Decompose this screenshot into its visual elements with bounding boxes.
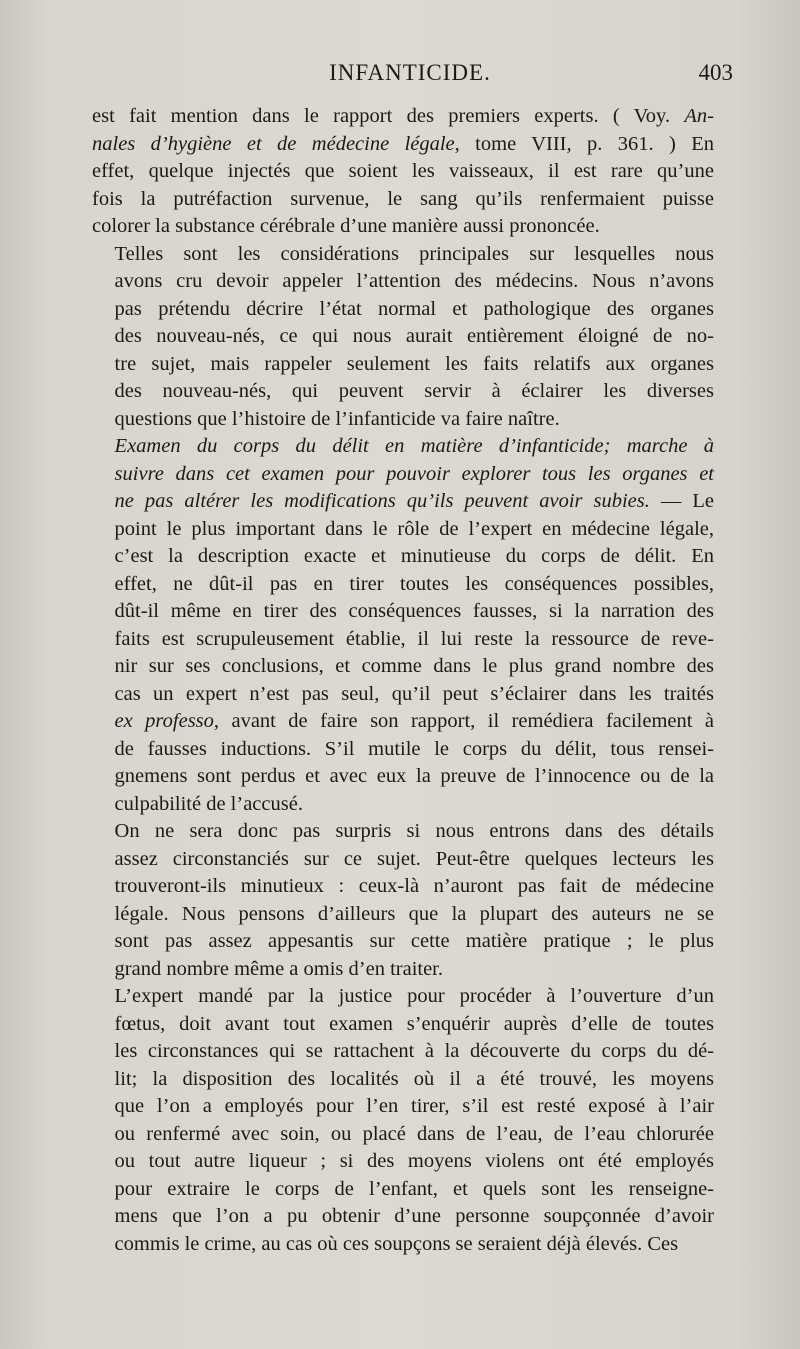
text-run: fœtus, doit avant tout examen s’enquérir auprès d’elle de toutes <box>114 1012 714 1035</box>
text-line <box>92 103 714 131</box>
text-line <box>92 1121 714 1149</box>
text-line <box>92 571 714 599</box>
text-run: point le plus important dans le rôle de l’expert en médecine légale, <box>114 517 714 540</box>
text-run: commis le crime, au cas où ces soupçons se seraient déjà élevés. Ces <box>114 1232 679 1255</box>
text-run: dût-il même en tirer des conséquences fausses, si la narration des <box>114 600 714 622</box>
paragraph <box>92 433 714 818</box>
italic-text: Examen du corps du délit en matière d’infanticide; marche à <box>114 435 714 457</box>
text-run: faits est scrupuleusement établie, il lui reste la ressource de reve- <box>114 627 714 650</box>
paragraph <box>92 983 714 1258</box>
text-line <box>92 1231 714 1259</box>
text-line <box>92 708 714 736</box>
text-run: pour extraire le corps de l’enfant, et quels sont les renseigne- <box>114 1177 714 1200</box>
text-line <box>92 1148 714 1176</box>
text-run: gnemens sont perdus et avec eux la preuve de l’innocence ou de la <box>114 765 714 787</box>
text-run: assez circonstanciés sur ce sujet. Peut-être quelques lecteurs les <box>114 847 714 870</box>
page-header <box>90 60 733 96</box>
text-line <box>92 213 714 241</box>
text-line <box>92 1093 714 1121</box>
text-line <box>92 406 714 434</box>
text-run: légale. Nous pensons d’ailleurs que la plupart des auteurs ne se <box>114 902 714 925</box>
italic-text: An- <box>684 105 714 127</box>
running-title: INFANTICIDE. <box>329 60 491 85</box>
text-line <box>92 791 714 819</box>
paragraph <box>92 103 714 241</box>
text-run: c’est la description exacte et minutieuse du corps de délit. En <box>114 545 714 567</box>
text-run: fois la putréfaction survenue, le sang qu’ils renfermaient puisse <box>92 187 714 210</box>
text-line <box>92 296 714 324</box>
paragraph <box>92 818 714 983</box>
text-run: — Le <box>649 490 714 512</box>
text-run: avons cru devoir appeler l’attention des médecins. Nous n’avons <box>114 270 714 292</box>
text-line <box>92 268 714 296</box>
text-run: lit; la disposition des localités où il a été trouvé, les moyens <box>114 1067 714 1090</box>
text-line <box>92 681 714 709</box>
text-line <box>92 186 714 214</box>
text-line <box>92 1203 714 1231</box>
text-line <box>92 928 714 956</box>
text-line <box>92 598 714 626</box>
italic-text: suivre dans cet examen pour pouvoir explorer tous les organes et <box>114 462 714 485</box>
text-run: des nouveau-nés, ce qui nous aurait entièrement éloigné de no- <box>114 325 714 347</box>
text-line <box>92 763 714 791</box>
text-line <box>92 626 714 654</box>
text-line <box>92 433 714 461</box>
text-line <box>92 1011 714 1039</box>
text-run: que l’on a employés pour l’en tirer, s’il est resté exposé à l’air <box>114 1095 714 1117</box>
text-line <box>92 241 714 269</box>
text-line <box>92 736 714 764</box>
text-run: questions que l’histoire de l’infanticide va faire naître. <box>114 407 560 430</box>
text-run: effet, quelque injectés que soient les vaisseaux, il est rare qu’une <box>92 160 714 182</box>
text-run: ou tout autre liqueur ; si des moyens violens ont été employés <box>114 1150 714 1172</box>
text-line <box>92 653 714 681</box>
text-line <box>92 461 714 489</box>
italic-text: ne pas altérer les modifications qu’ils peuvent avoir subies. <box>114 490 650 512</box>
text-line <box>92 543 714 571</box>
text-run: de fausses inductions. S’il mutile le corps du délit, tous rensei- <box>114 737 714 760</box>
text-run: effet, ne dût-il pas en tirer toutes les conséquences possibles, <box>114 572 714 595</box>
text-run: les circonstances qui se rattachent à la découverte du corps du dé- <box>114 1040 714 1062</box>
paragraph <box>92 241 714 434</box>
text-line <box>92 488 714 516</box>
text-line <box>92 901 714 929</box>
text-run: culpabilité de l’accusé. <box>114 792 303 815</box>
text-run: ou renfermé avec soin, ou placé dans de l’eau, de l’eau chlorurée <box>114 1122 714 1145</box>
text-line <box>92 818 714 846</box>
text-run: sont pas assez appesantis sur cette matière pratique ; le plus <box>114 930 714 952</box>
text-line <box>92 956 714 984</box>
body-text <box>92 103 714 1258</box>
text-run: mens que l’on a pu obtenir d’une personne soupçonnée d’avoir <box>114 1205 714 1227</box>
text-run: nir sur ses conclusions, et comme dans le plus grand nombre des <box>114 655 714 677</box>
text-run: grand nombre même a omis d’en traiter. <box>114 957 444 980</box>
text-line <box>92 1038 714 1066</box>
text-line <box>92 873 714 901</box>
page-number: 403 <box>698 60 733 85</box>
text-line <box>92 846 714 874</box>
text-run: , avant de faire son rapport, il remédiera facilement à <box>213 710 714 732</box>
text-line <box>92 1176 714 1204</box>
text-line <box>92 516 714 544</box>
text-run: cas un expert n’est pas seul, qu’il peut s’éclairer dans les traités <box>114 682 714 705</box>
text-line <box>92 378 714 406</box>
text-run: Telles sont les considérations principales sur lesquelles nous <box>114 242 714 265</box>
text-line <box>92 323 714 351</box>
text-run: , tome VIII, p. 361. ) En <box>454 132 715 155</box>
text-line <box>92 1066 714 1094</box>
text-run: est fait mention dans le rapport des premiers experts. ( Voy. <box>92 105 685 127</box>
text-run: tre sujet, mais rappeler seulement les faits relatifs aux organes <box>114 352 714 375</box>
text-run: pas prétendu décrire l’état normal et pathologique des organes <box>114 297 714 320</box>
text-run: trouveront-ils minutieux : ceux-là n’auront pas fait de médecine <box>114 875 714 897</box>
text-run: L’expert mandé par la justice pour procéder à l’ouverture d’un <box>114 985 714 1007</box>
text-run: On ne sera donc pas surpris si nous entrons dans des détails <box>114 820 714 842</box>
text-run: colorer la substance cérébrale d’une manière aussi prononcée. <box>92 215 600 237</box>
italic-text: ex professo <box>114 710 214 732</box>
text-line <box>92 983 714 1011</box>
text-run: des nouveau-nés, qui peuvent servir à éclairer les diverses <box>114 380 714 402</box>
italic-text: nales d’hygiène et de médecine légale <box>92 132 455 155</box>
text-line <box>92 351 714 379</box>
text-line <box>92 158 714 186</box>
text-line <box>92 131 714 159</box>
